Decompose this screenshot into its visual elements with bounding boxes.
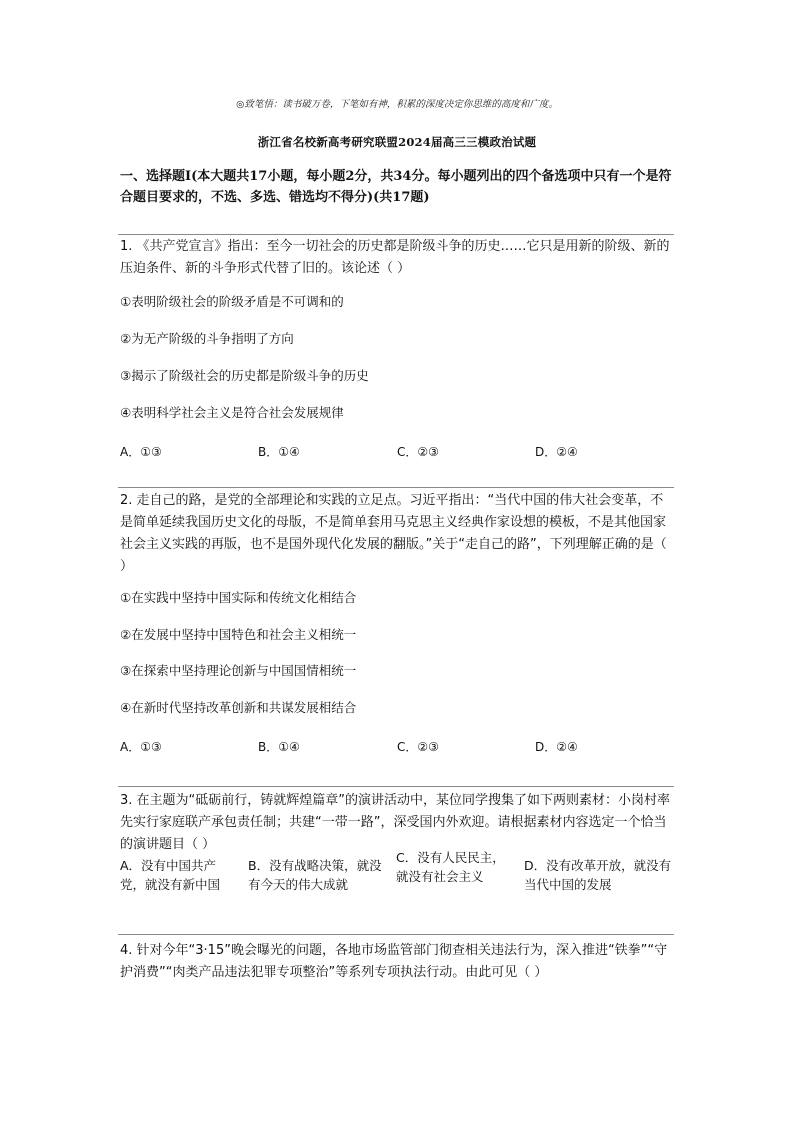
question-stem: 3. 在主题为“砥砺前行，铸就辉煌篇章”的演讲活动中，某位同学搜集了如下两则素材：小岗村率先实行家庭联产承包责任制；共建“一带一路”，深受国内外欢迎。请根据素材内容选定一个恰当的演讲题目（ ） [120, 793, 671, 852]
option-d[interactable]: D．②④ [535, 445, 578, 459]
statement-4: ④表明科学社会主义是符合社会发展规律 [120, 405, 344, 420]
statement-3: ③在探索中坚持理论创新与中国国情相统一 [120, 663, 357, 678]
header-motto: ◎致笔悟：读书破万卷，下笔如有神，积累的深度决定你思维的高度和广度。 [236, 99, 558, 110]
question-stem: 4. 针对今年“3·15”晚会曝光的问题，各地市场监管部门彻查相关违法行为，深入推进“铁拳”“守护消费”“肉类产品违法犯罪专项整治”等系列专项执法行动。由此可见（ ） [120, 943, 668, 980]
divider [118, 786, 674, 787]
answer-options [120, 738, 676, 754]
option-a[interactable]: A．①③ [120, 740, 162, 754]
statement-3: ③揭示了阶级社会的历史都是阶级斗争的历史 [120, 368, 369, 383]
question-3 [120, 790, 676, 892]
statement-2: ②为无产阶级的斗争指明了方向 [120, 331, 294, 346]
question-1 [120, 236, 676, 459]
option-a[interactable]: A．没有中国共产党，就没有新中国 [120, 858, 221, 892]
statement-2: ②在发展中坚持中国特色和社会主义相统一 [120, 627, 357, 642]
section-heading: 一、选择题Ⅰ(本大题共17小题，每小题2分，共34分。每小题列出的四个备选项中只有一个是符合题目要求的，不选、多选、错选均不得分)(共17题) [120, 169, 672, 205]
page-title: 浙江省名校新高考研究联盟2024届高三三模政治试题 [257, 135, 537, 149]
question-stem: 2. 走自己的路，是党的全部理论和实践的立足点。习近平指出：“当代中国的伟大社会变革，不是简单延续我国历史文化的母版，不是简单套用马克思主义经典作家设想的模板，不是其他国家社会主义实践的再版，也不是国外现代化发展的翻版。”关于“走自己的路”，下列理解正确的是（ ） [120, 493, 667, 574]
option-c[interactable]: C．没有人民民主，就没有社会主义 [396, 850, 505, 884]
divider [118, 487, 674, 488]
statement-1: ①在实践中坚持中国实际和传统文化相结合 [120, 590, 357, 605]
statement-4: ④在新时代坚持改革创新和共谋发展相结合 [120, 700, 357, 715]
option-c[interactable]: C．②③ [397, 445, 439, 459]
divider [118, 934, 674, 935]
question-2 [120, 490, 676, 754]
statement-1: ①表明阶级社会的阶级矛盾是不可调和的 [120, 294, 344, 309]
question-stem: 1. 《共产党宣言》指出：至今一切社会的历史都是阶级斗争的历史……它只是用新的阶级、新的压迫条件、新的斗争形式代替了旧的。该论述（ ） [120, 239, 670, 276]
option-b[interactable]: B．没有战略决策，就没有今天的伟大成就 [248, 858, 382, 892]
option-c[interactable]: C．②③ [397, 740, 439, 754]
divider [118, 234, 674, 235]
option-d[interactable]: D．②④ [535, 740, 578, 754]
option-b[interactable]: B．①④ [258, 740, 300, 754]
answer-options [120, 443, 676, 459]
question-4 [120, 940, 676, 984]
option-a[interactable]: A．①③ [120, 445, 162, 459]
option-b[interactable]: B．①④ [258, 445, 300, 459]
option-d[interactable]: D．没有改革开放，就没有当代中国的发展 [524, 858, 672, 892]
